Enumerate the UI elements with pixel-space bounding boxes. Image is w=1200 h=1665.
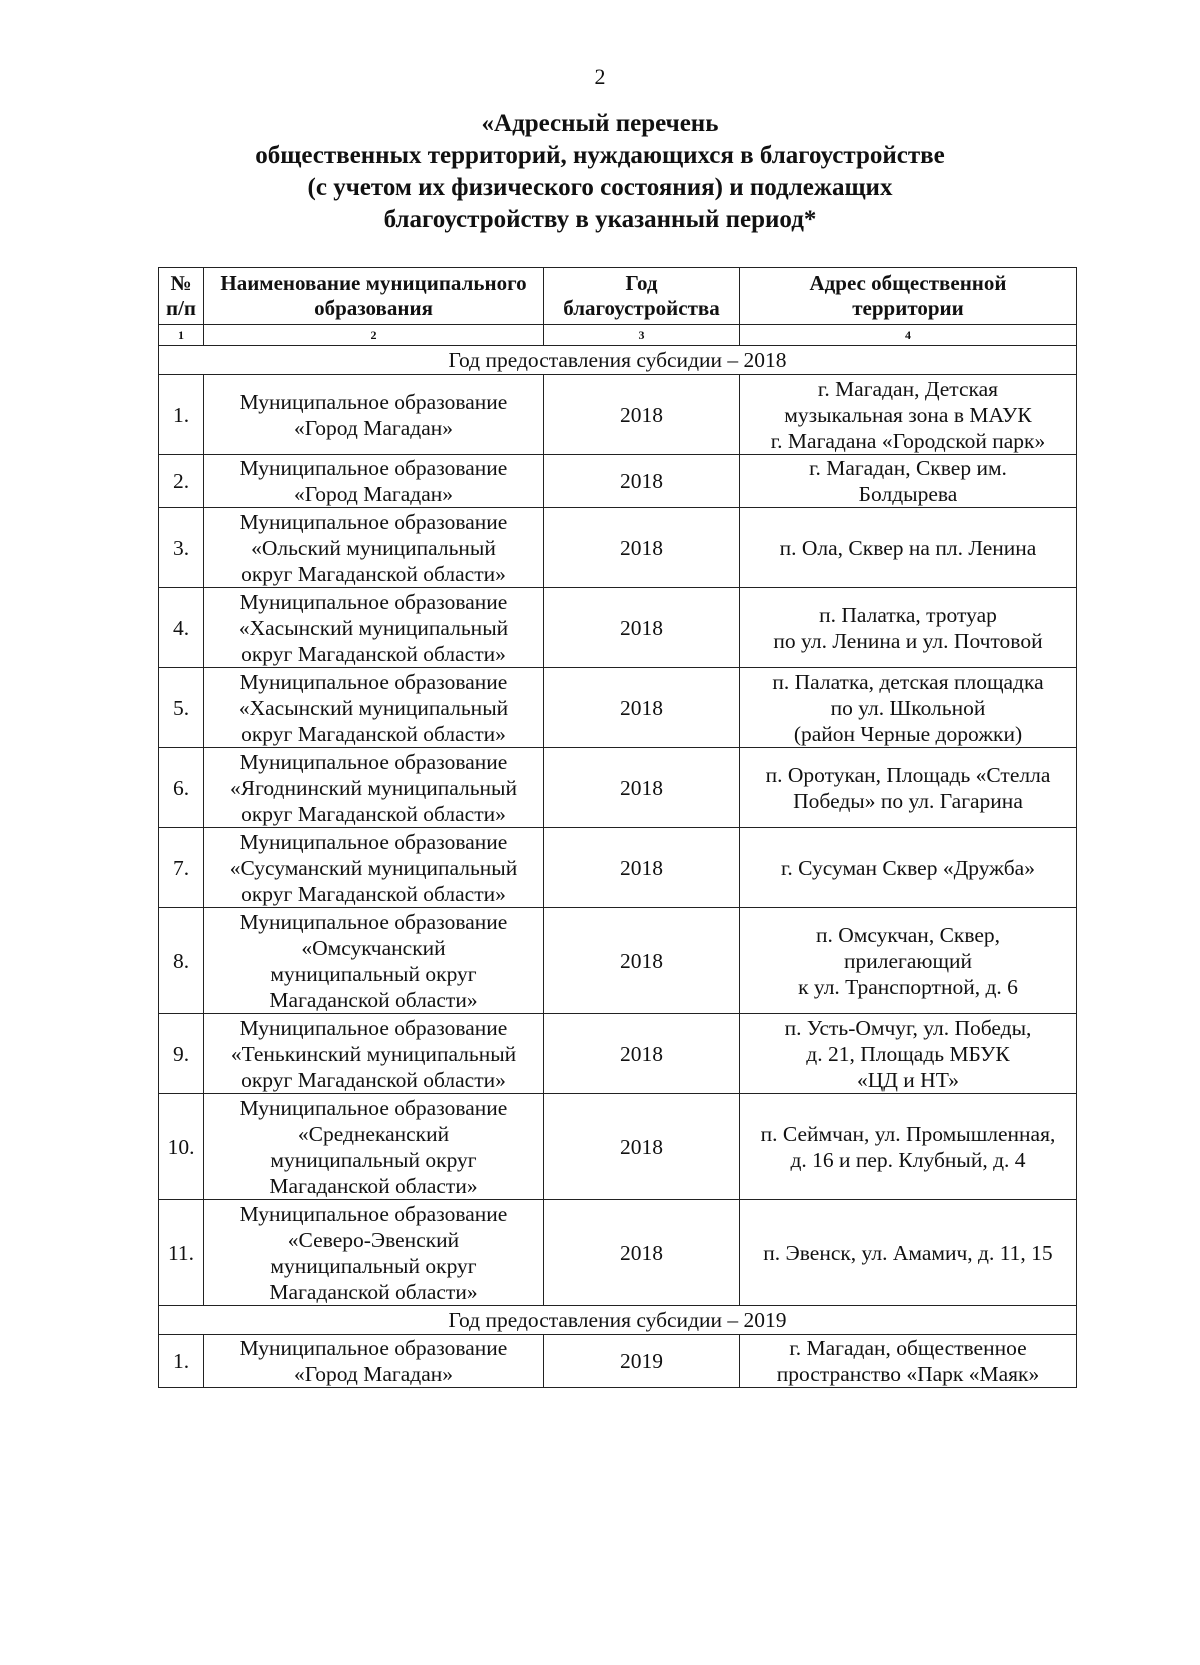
municipality-name-line: округ Магаданской области» [241,721,506,746]
municipality-name [204,1094,544,1200]
municipality-name-line: Муниципальное образование [239,669,508,694]
document-title [160,108,1040,236]
header-address-line: Адрес общественной [809,271,1007,295]
territory-address-line: Победы» по ул. Гагарина [793,788,1023,813]
improvement-year: 2018 [544,748,740,828]
municipality-name [204,588,544,668]
municipality-name-line: «Ягоднинский муниципальный [230,775,517,800]
column-number: 1 [159,325,204,346]
municipality-name-line: округ Магаданской области» [241,641,506,666]
territory-address-line: п. Палатка, тротуар [819,602,997,627]
table-row [159,1014,1077,1094]
municipality-name-line: Муниципальное образование [239,389,508,414]
row-number: 8. [159,908,204,1014]
header-year-line: благоустройства [563,296,720,320]
table-row [159,455,1077,508]
municipality-name-line: «Город Магадан» [294,1362,453,1386]
municipality-name [204,668,544,748]
territory-address [740,1200,1077,1306]
municipality-name-line: округ Магаданской области» [241,1067,506,1092]
territory-address-line: п. Палатка, детская площадка [772,669,1044,694]
municipality-name [204,1014,544,1094]
municipality-name [204,508,544,588]
municipality-name-line: муниципальный округ [270,1147,477,1172]
municipality-name-line: муниципальный округ [270,1253,477,1278]
table-row [159,828,1077,908]
territory-address-line: п. Оротукан, Площадь «Стелла [765,762,1051,787]
header-number-line: № [170,271,192,295]
header-number-line: п/п [165,296,197,320]
municipality-name-line: «Ольский муниципальный [251,535,496,560]
territory-address [740,588,1077,668]
municipality-name-line: Муниципальное образование [239,1201,508,1226]
territory-address [740,828,1077,908]
section-row [159,1306,1077,1335]
territory-address [740,1094,1077,1200]
territory-address-line: «ЦД и НТ» [856,1067,960,1092]
municipality-name [204,1335,544,1388]
table-row [159,1094,1077,1200]
page-number: 2 [594,64,606,89]
territory-address-line: Болдырева [858,482,958,506]
improvement-year: 2019 [544,1335,740,1388]
municipality-name-line: Магаданской области» [269,987,478,1012]
header-number [159,268,204,325]
territory-address [740,1335,1077,1388]
territory-address-line: п. Ола, Сквер на пл. Ленина [779,535,1037,560]
row-number: 9. [159,1014,204,1094]
territory-address [740,455,1077,508]
municipality-name-line: «Сусуманский муниципальный [229,855,518,880]
territory-address [740,748,1077,828]
municipality-name-line: Муниципальное образование [239,456,508,480]
improvement-year: 2018 [544,455,740,508]
municipality-name-line: «Северо-Эвенский [287,1227,460,1252]
territory-address-line: п. Эвенск, ул. Амамич, д. 11, 15 [763,1240,1053,1265]
territory-address [740,908,1077,1014]
municipality-name-line: Магаданской области» [269,1279,478,1304]
title-line: общественных территорий, нуждающихся в благоустройстве [255,142,945,169]
municipality-name-line: Муниципальное образование [239,589,508,614]
column-number: 3 [544,325,740,346]
improvement-year: 2018 [544,908,740,1014]
row-number: 2. [159,455,204,508]
table-row [159,668,1077,748]
table-row [159,1335,1077,1388]
table-body [159,346,1077,1388]
municipality-name-line: округ Магаданской области» [241,801,506,826]
row-number: 7. [159,828,204,908]
territory-address-line: музыкальная зона в МАУК [784,402,1032,427]
column-number-row [159,325,1077,346]
territory-address-line: г. Магадан, Сквер им. [809,456,1007,480]
municipality-name-line: Муниципальное образование [239,1336,508,1360]
improvement-year: 2018 [544,588,740,668]
row-number: 1. [159,1335,204,1388]
section-row [159,346,1077,375]
territory-address-line: г. Магадан, Детская [817,376,999,401]
header-row [159,268,1077,325]
municipality-name-line: округ Магаданской области» [241,561,506,586]
territory-address [740,1014,1077,1094]
territory-address-line: г. Магадана «Городской парк» [770,428,1046,453]
municipality-name-line: Муниципальное образование [239,1015,508,1040]
territory-address-line: г. Магадан, общественное [789,1336,1027,1360]
row-number: 6. [159,748,204,828]
table-row [159,375,1077,455]
title-line: (с учетом их физического состояния) и подлежащих [307,174,893,201]
territory-address [740,668,1077,748]
territory-address-line: п. Сеймчан, ул. Промышленная, [760,1121,1056,1146]
territory-address-line: г. Сусуман Сквер «Дружба» [781,855,1035,880]
territory-address-line: д. 21, Площадь МБУК [806,1041,1010,1066]
territory-address [740,508,1077,588]
municipality-name [204,828,544,908]
header-name: Наименование муниципального образования [204,268,544,325]
territory-address [740,375,1077,455]
table-row [159,1200,1077,1306]
column-number: 4 [740,325,1077,346]
municipality-name-line: Муниципальное образование [239,749,508,774]
title-line: благоустройству в указанный период* [383,206,817,233]
territory-address-line: по ул. Ленина и ул. Почтовой [773,628,1043,653]
municipality-name-line: Муниципальное образование [239,829,508,854]
municipality-name-line: округ Магаданской области» [241,881,506,906]
improvement-year: 2018 [544,508,740,588]
municipality-name-line: Муниципальное образование [239,1095,508,1120]
territories-table [158,267,1077,1388]
section-title: Год предоставления субсидии – 2019 [159,1306,1077,1335]
municipality-name-line: «Город Магадан» [294,415,453,440]
improvement-year: 2018 [544,668,740,748]
column-number: 2 [204,325,544,346]
municipality-name-line: «Город Магадан» [294,482,453,506]
municipality-name [204,748,544,828]
territory-address-line: п. Омсукчан, Сквер, [815,922,1001,947]
municipality-name-line: муниципальный округ [270,961,477,986]
municipality-name [204,908,544,1014]
municipality-name [204,1200,544,1306]
municipality-name-line: «Тенькинский муниципальный [230,1041,517,1066]
territory-address-line: (район Черные дорожки) [793,721,1023,746]
header-year-line: Год [625,271,658,295]
table-row [159,508,1077,588]
municipality-name-line: «Среднеканский [297,1121,450,1146]
section-title: Год предоставления субсидии – 2018 [159,346,1077,375]
table-row [159,908,1077,1014]
improvement-year: 2018 [544,828,740,908]
municipality-name-line: «Хасынский муниципальный [238,615,509,640]
improvement-year: 2018 [544,375,740,455]
municipality-name-line: «Омсукчанский [301,935,446,960]
row-number: 5. [159,668,204,748]
territory-address-line: д. 16 и пер. Клубный, д. 4 [790,1147,1026,1172]
territory-address-line: п. Усть-Омчуг, ул. Победы, [784,1015,1032,1040]
improvement-year: 2018 [544,1014,740,1094]
territory-address-line: к ул. Транспортной, д. 6 [798,974,1018,999]
row-number: 4. [159,588,204,668]
territory-address-line: прилегающий [843,948,973,973]
territory-address-line: пространство «Парк «Маяк» [776,1362,1040,1386]
territory-address-line: по ул. Школьной [830,695,986,720]
improvement-year: 2018 [544,1200,740,1306]
title-line: «Адресный перечень [481,110,719,137]
municipality-name [204,455,544,508]
municipality-name-line: Муниципальное образование [239,909,508,934]
row-number: 10. [159,1094,204,1200]
municipality-name [204,375,544,455]
row-number: 11. [159,1200,204,1306]
municipality-name-line: Магаданской области» [269,1173,478,1198]
municipality-name-line: Муниципальное образование [239,509,508,534]
row-number: 1. [159,375,204,455]
improvement-year: 2018 [544,1094,740,1200]
table-row [159,588,1077,668]
table-row [159,748,1077,828]
row-number: 3. [159,508,204,588]
municipality-name-line: «Хасынский муниципальный [238,695,509,720]
header-address-line: территории [852,296,964,320]
header-address [740,268,1077,325]
header-year [544,268,740,325]
